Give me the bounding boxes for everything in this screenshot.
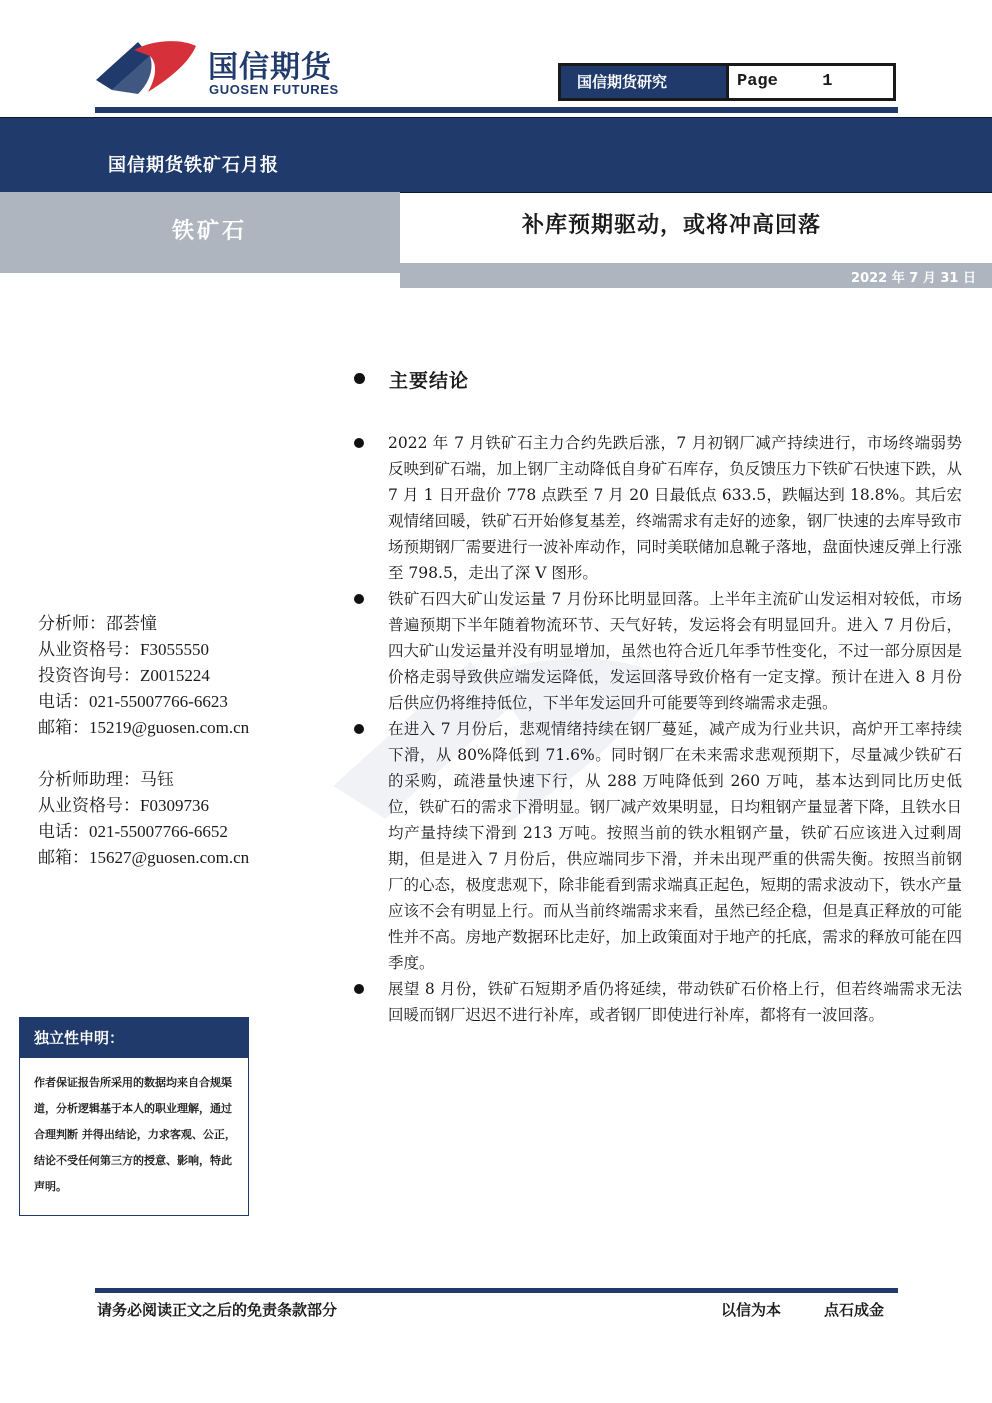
report-date: 2022 年 7 月 31 日 xyxy=(851,271,976,286)
conclusions-list xyxy=(350,430,962,1028)
analyst-assistant-card xyxy=(38,767,249,871)
analyst-qualification: 从业资格号：F3055550 xyxy=(38,640,209,659)
guosen-logo-icon xyxy=(92,38,202,100)
page-indicator xyxy=(729,66,893,98)
bullet-icon xyxy=(354,438,364,448)
top-rule xyxy=(95,107,898,113)
list-item xyxy=(350,430,962,586)
research-label: 国信期货研究 xyxy=(561,66,729,98)
bullet-icon xyxy=(354,594,364,604)
analyst-name: 分析师：邵荟憧 xyxy=(38,614,157,633)
analyst-phone: 电话：021-55007766-6623 xyxy=(38,692,228,711)
page-label: Page xyxy=(737,72,778,91)
list-item xyxy=(350,716,962,976)
analyst-name: 分析师助理：马钰 xyxy=(38,770,174,789)
paragraph-text: 在进入 7 月份后，悲观情绪持续在钢厂蔓延，减产成为行业共识，高炉开工率持续下滑，从 80%降低到 71.6%。同时钢厂在未来需求悲观预期下，尽量减少铁矿石的采购，疏港量快速下行，从 288 万吨降低到 260 万吨，基本达到同比历史低位，铁矿石的需求下滑明显。钢厂减产效果明显，日均粗钢产量显著下降，且铁水日均产量持续下滑到 213 万吨。按照当前的铁水粗钢产量，铁矿石应该进入过剩周期，但是进入 7 月份后，供应端同步下滑，并未出现严重的供需失衡。按照当前钢厂的心态，极度悲观下，除非能看到需求端真正起色，短期的需求波动下，铁水产量应该不会有明显上行。而从当前终端需求来看，虽然已经企稳，但是真正释放的可能性并不高。房地产数据环比走好，加上政策面对于地产的托底，需求的释放可能在四季度。 xyxy=(388,720,962,972)
section-bullet-icon xyxy=(354,373,365,384)
paragraph-text: 展望 8 月份，铁矿石短期矛盾仍将延续，带动铁矿石价格上行，但若终端需求无法回暖而钢厂迟迟不进行补库，或者钢厂即使进行补库，都将有一波回落。 xyxy=(388,980,962,1024)
report-series-title: 国信期货铁矿石月报 xyxy=(108,155,279,176)
footer-motto-2: 点石成金 xyxy=(824,1301,885,1319)
footer-motto-1: 以信为本 xyxy=(721,1301,782,1319)
declaration-title: 独立性申明： xyxy=(20,1018,248,1058)
bullet-icon xyxy=(354,724,364,734)
analyst-investment-id: 投资咨询号：Z0015224 xyxy=(38,666,210,685)
company-name-en: GUOSEN FUTURES xyxy=(209,82,339,97)
bullet-icon xyxy=(354,984,364,994)
report-headline: 补库预期驱动，或将冲高回落 xyxy=(522,212,822,238)
analyst-email[interactable]: 邮箱：15219@guosen.com.cn xyxy=(38,718,250,737)
company-name-cn: 国信期货 xyxy=(208,50,332,85)
paragraph-text: 2022 年 7 月铁矿石主力合约先跌后涨，7 月初钢厂减产持续进行，市场终端弱势反映到矿石端，加上钢厂主动降低自身矿石库存，负反馈压力下铁矿石快速下跌，从 7 月 1 日开盘价 778 点跌至 7 月 20 日最低点 633.5，跌幅达到 18.8%。其后宏观情绪回暖，铁矿石开始修复基差，终端需求有走好的迹象，钢厂快速的去库导致市场预期钢厂需要进行一波补库动作，同时美联储加息靴子落地，盘面快速反弹上行涨至 798.5，走出了深 V 图形。 xyxy=(388,434,962,582)
paragraph-text: 铁矿石四大矿山发运量 7 月份环比明显回落。上半年主流矿山发运相对较低，市场普遍预期下半年随着物流环节、天气好转，发运将会有明显回升。进入 7 月份后，四大矿山发运量并没有明显增加，虽然也符合近几年季节性变化，不过一部分原因是价格走弱导致供应端发运降低，发运回落导致价格有一定支撑。预计在进入 8 月份后供应仍将维持低位，下半年发运回升可能要等到终端需求走强。 xyxy=(388,590,962,712)
footer-disclaimer: 请务必阅读正文之后的免责条款部分 xyxy=(97,1301,338,1319)
analyst-email[interactable]: 邮箱：15627@guosen.com.cn xyxy=(38,848,250,867)
analyst-qualification: 从业资格号：F0309736 xyxy=(38,796,209,815)
bottom-rule xyxy=(95,1288,898,1293)
list-item xyxy=(350,976,962,1028)
list-item xyxy=(350,586,962,716)
section-title: 主要结论 xyxy=(389,370,470,392)
independence-declaration xyxy=(19,1017,249,1216)
header-tab-box xyxy=(558,63,896,101)
declaration-text: 作者保证报告所采用的数据均来自合规渠道，分析逻辑基于本人的职业理解，通过合理判断 并得出结论，力求客观、公正，结论不受任何第三方的授意、影响，特此声明。 xyxy=(34,1076,236,1193)
page-number: 1 xyxy=(822,72,833,91)
analyst-card xyxy=(38,611,249,741)
report-category: 铁矿石 xyxy=(172,218,248,244)
analyst-phone: 电话：021-55007766-6652 xyxy=(38,822,228,841)
